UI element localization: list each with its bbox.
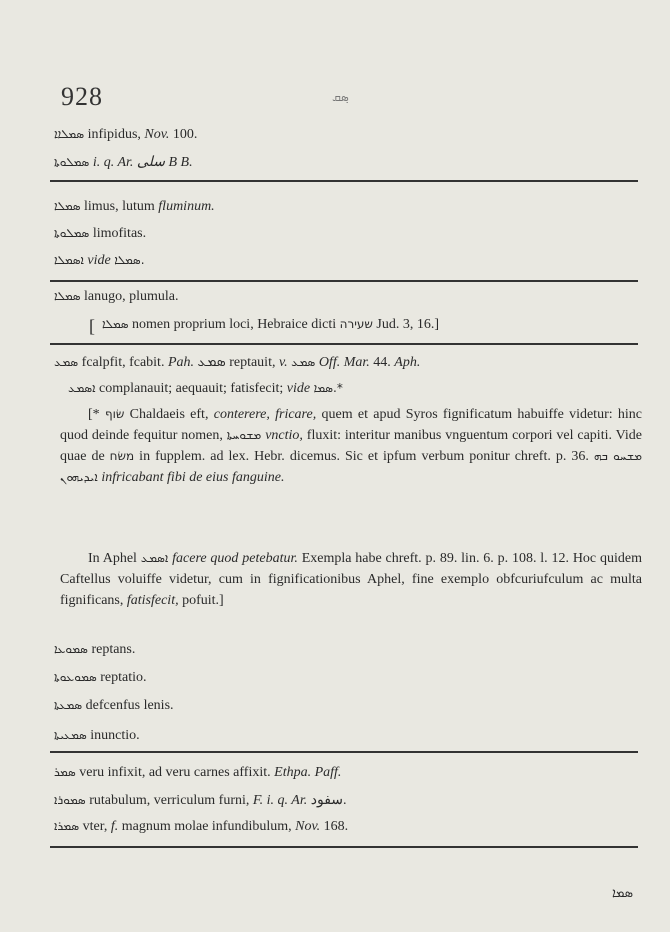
para-italic: fatisfecit, (126, 593, 179, 608)
para-text: Exempla habe chreft. p. 89. lin. 6. p. 108. l. 12. Hoc quidem Caftellus voluiffe videtur, cum in fignificationibus Aphel, fine exemplo obfcuriufculum ac multa fignificans, (60, 551, 642, 608)
entry-line (54, 792, 347, 809)
para-text: pofuit.] (178, 593, 224, 608)
entry-line (54, 670, 147, 686)
syriac-headword: ܣܡܪ (54, 765, 76, 779)
syriac-headword: ܣܡܠܘܬܐ (54, 226, 90, 240)
see-label: v. (278, 355, 288, 370)
syriac-headword: ܣܡܠܐܐ (54, 127, 85, 141)
gloss: limofitas. (92, 226, 147, 241)
entry-line (54, 765, 341, 781)
divider-rule (50, 846, 638, 848)
source-page: 44. (373, 355, 391, 370)
syriac-ref: ܣܡܥ (291, 355, 316, 369)
stem-label: Aph. (394, 355, 421, 370)
commentary-paragraph (60, 548, 642, 611)
see-label: vide (286, 381, 311, 396)
divider-rule (50, 280, 638, 282)
para-text: [* (88, 407, 105, 422)
entry-line (54, 154, 193, 171)
gloss: veru infixit, ad veru carnes affixit. (79, 765, 271, 780)
divider-rule (50, 343, 638, 345)
source-page: 100. (172, 127, 198, 142)
para-italic: conterere, fricare, (213, 407, 317, 422)
divider-rule (50, 751, 638, 753)
source-ref: Jud. 3, 16.] (376, 317, 440, 332)
syriac-headword: ܣܡܠܐ (54, 199, 81, 213)
para-italic: vnctio, (261, 428, 303, 443)
para-italic: facere quod petebatur. (168, 551, 298, 566)
syriac-ref: ܣܡܐ.* (313, 381, 343, 395)
arabic-word: سفود. (310, 793, 347, 808)
source-ref: i. q. Ar. (92, 155, 134, 170)
gloss: magnum molae infundibulum, (121, 819, 292, 834)
hebrew-word: שעירה (339, 317, 373, 331)
gloss-italic: fluminum. (158, 199, 215, 214)
divider-rule (50, 180, 638, 182)
hebrew-word: שׂוף (104, 407, 125, 421)
syriac-headword: ܣܡܪܐ (54, 819, 80, 833)
gloss: reptatio. (100, 670, 147, 685)
gloss: lanugo, plumula. (84, 289, 179, 304)
para-text: Chaldaeis eft, (124, 407, 214, 422)
gloss-italic: vide (87, 253, 111, 268)
stem-label: Pah. (167, 355, 195, 370)
syriac-headword: ܣܡܠܐ (54, 289, 81, 303)
para-text: in fupplem. ad lex. Hebr. dicemus. Sic et ipfum verbum ponitur chreft. p. 36. (134, 449, 594, 464)
syriac-word: ܐܣܡܥ (140, 551, 169, 565)
entry-line (54, 226, 146, 242)
para-text: In Aphel (88, 551, 141, 566)
running-header: ܣ݂ܩ (332, 90, 349, 104)
syriac-phrase: ܡܫܚܘ ܒܗ ܐܝܕܝܗܘܢ (60, 449, 642, 484)
catchword: ܣܡܐ (612, 886, 634, 901)
gloss: fcalpfit, fcabit. (81, 355, 165, 370)
syriac-word: ܡܫܘܚܬܐ (226, 428, 262, 442)
gloss: complanauit; aequauit; fatisfecit; (99, 381, 284, 396)
gloss: limus, lutum (84, 199, 155, 214)
stem-label: Ethpa. Paff. (274, 765, 342, 780)
syriac-headword: ܣܡܥܬܐ (54, 698, 83, 712)
gender-label: f. (110, 819, 119, 834)
para-italic: infricabant fibi de eius fanguine. (97, 470, 285, 485)
bracket: [ (89, 316, 95, 336)
entry-line (54, 253, 145, 269)
source-ref: F. i. q. Ar. (252, 793, 308, 808)
hebrew-word: משׂח (109, 449, 135, 463)
syriac-headword: ܐܣܡܥ (68, 381, 96, 395)
source-ref: Nov. (295, 819, 321, 834)
gloss: ܣܡܥ reptauit, (197, 355, 276, 370)
syriac-headword: ܣܡܘܥܐ (54, 642, 88, 656)
gloss: infipidus, (87, 127, 141, 142)
syriac-ref: ܣܡܠܐ. (114, 253, 145, 267)
source-page: 168. (323, 819, 349, 834)
syriac-headword: ܣܡܥ (54, 355, 79, 369)
para-text: quem et apud Syros fignificatum habuiffe videtur: hinc quod deinde fequitur nomen, (60, 407, 642, 443)
page-number: 928 (61, 82, 103, 111)
gloss: vter, (82, 819, 108, 834)
para-text: fluxit: interitur manibus vnguentum corpori vel capiti. Vide quae de (60, 428, 642, 464)
syriac-headword: ܐܣܡܠܐ (54, 253, 84, 267)
syriac-headword: ܣܡܠܘܬܐ (54, 155, 90, 169)
entry-line (102, 317, 439, 333)
syriac-headword: ܣܡܥܝܬܐ (54, 728, 87, 742)
syriac-headword: ܣܡܘܥܘܬܐ (54, 670, 97, 684)
entry-line (54, 355, 420, 371)
syriac-headword: ܣܡܘܪܐ (54, 793, 86, 807)
entry-line (54, 698, 174, 714)
gloss: rutabulum, verriculum furni, (89, 793, 250, 808)
gloss: defcenfus lenis. (85, 698, 174, 713)
source-ref: Nov. (144, 127, 170, 142)
entry-line (54, 289, 179, 305)
gloss: reptans. (91, 642, 136, 657)
syriac-headword: ܣܡܠܐ (102, 317, 129, 331)
source-ref: Off. Mar. (318, 355, 370, 370)
gloss: inunctio. (90, 728, 140, 743)
entry-line (68, 381, 343, 397)
entry-line (54, 728, 140, 744)
entry-line (54, 199, 215, 215)
commentary-paragraph (60, 404, 642, 488)
entry-line (54, 127, 197, 143)
entry-line (54, 642, 135, 658)
entry-line (54, 819, 348, 835)
source-page: سلی B B. (136, 155, 193, 170)
gloss: nomen proprium loci, Hebraice dicti (132, 317, 337, 332)
